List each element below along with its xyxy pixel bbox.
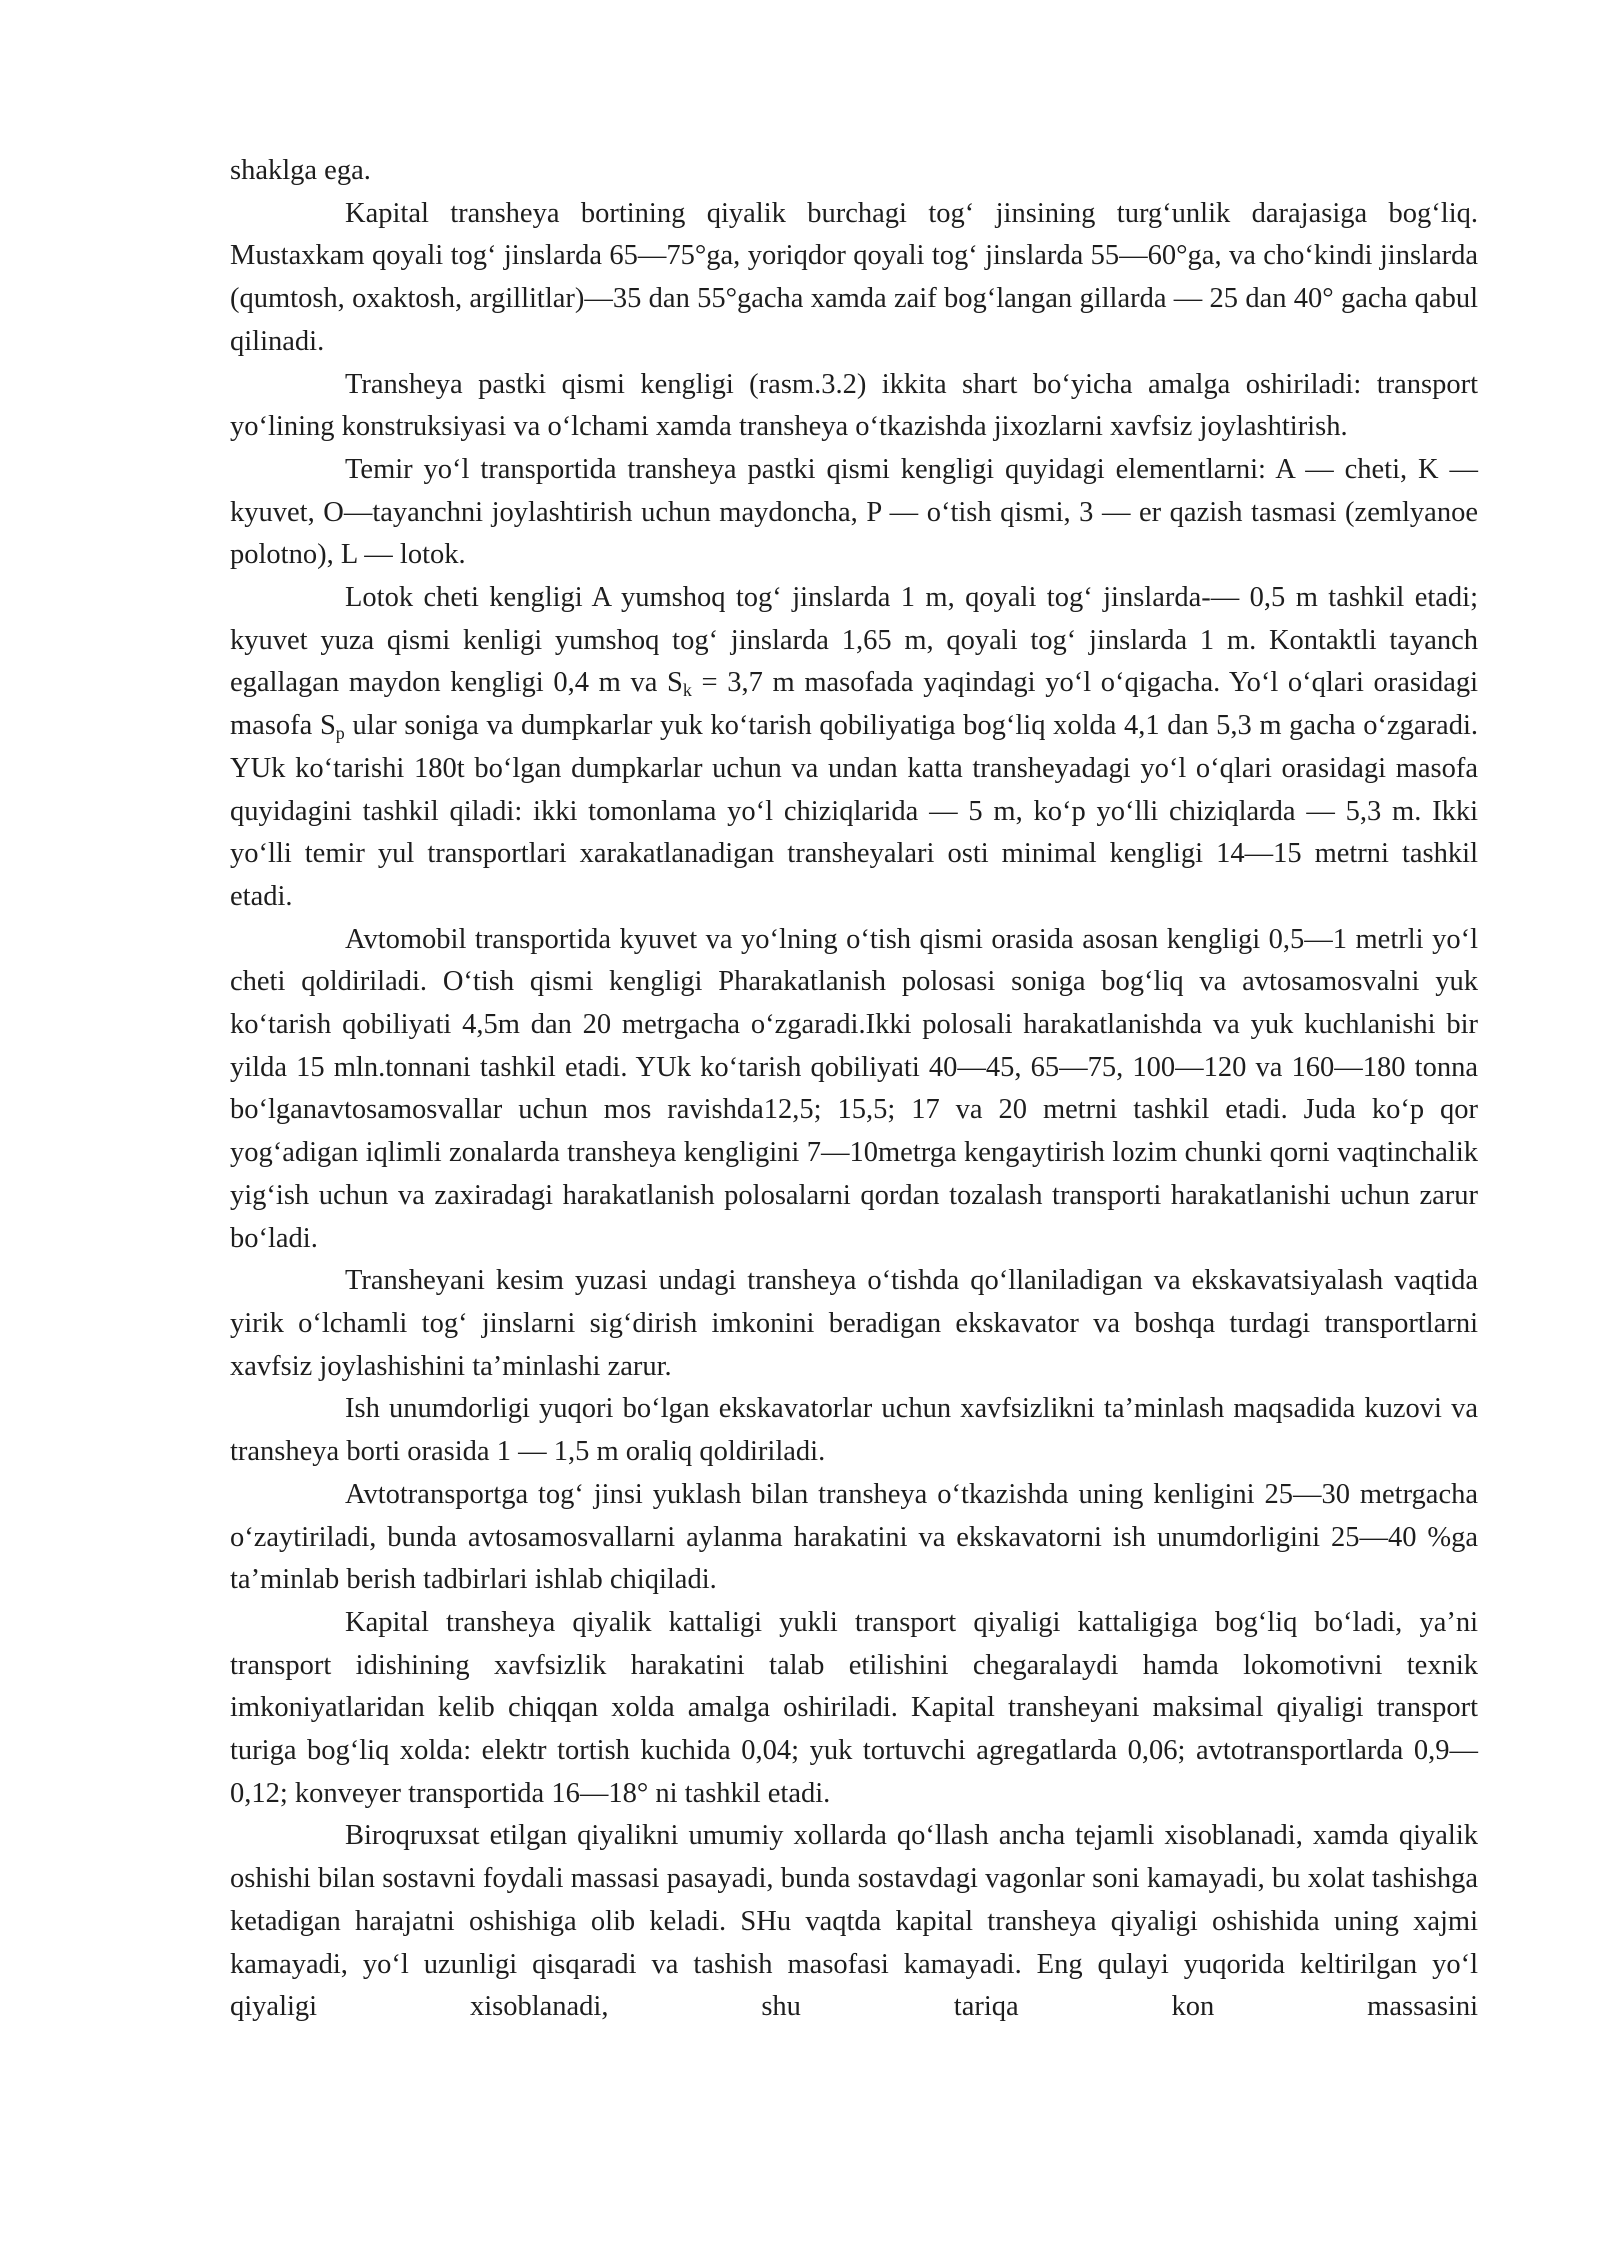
paragraph-railway-elements: Temir yo‘l transportida transheya pastki qismi kengligi quyidagi elementlarni: A — cheti, K — kyuvet, O—tayanchni joylashtirish uchun maydoncha, P — o‘tish qismi, 3 — er qazish tasmasi (zemlyanoe polotno), L — lotok. xyxy=(230,453,1478,571)
paragraph-lotok-width xyxy=(230,577,1478,919)
subscript-k: k xyxy=(682,680,692,701)
paragraph-auto-transport: Avtomobil transportida kyuvet va yo‘lning o‘tish qismi orasida asosan kengligi 0,5—1 metrli yo‘l cheti qoldiriladi. O‘tish qismi kengligi Pharakatlanish polosasi soniga bog‘liq va avtosamosvalni yuk ko‘tarish qobiliyati 4,5m dan 20 metrgacha o‘zgaradi.Ikki polosali harakatlanishda va yuk kuchlanishi bir yilda 15 mln.tonnani tashkil etadi. YUk ko‘tarish qobiliyati 40—45, 65—75, 100—120 va 160—180 tonna bo‘lganavtosamosvallar uchun mos ravishda12,5; 15,5; 17 va 20 metrni tashkil etadi. Juda ko‘p qor yog‘adigan iqlimli zonalarda transheya kengligini 7—10metrga kengaytirish lozim chunki qorni vaqtinchalik yig‘ish uchun va zaxiradagi harakatlanish polosalarni qordan tozalash transporti harakatlanishi uchun zarur bo‘ladi. xyxy=(230,923,1478,1254)
subscript-p: p xyxy=(335,723,345,744)
paragraph-bottom-width: Transheya pastki qismi kengligi (rasm.3.2) ikkita shart bo‘yicha amalga oshiriladi: transport yo‘lining konstruksiyasi va o‘lchami xamda transheya o‘tkazishda jixozlarni xavfsiz joylashtirish. xyxy=(230,368,1478,443)
paragraph-permitted-slope: Biroqruxsat etilgan qiyalikni umumiy xollarda qo‘llash ancha tejamli xisoblanadi, xamda qiyalik oshishi bilan sostavni foydali massasi pasayadi, bunda sostavdagi vagonlar soni kamayadi, bu xolat tashishga ketadigan harajatni oshishiga olib keladi. SHu vaqtda kapital transheya qiyaligi oshishida uning xajmi kamayadi, yo‘l uzunligi qisqaradi va tashish masofasi kamayadi. Eng qulayi yuqorida keltirilgan yo‘l qiyaligi xisoblanadi, shu tariqa kon massasini xyxy=(230,1820,1478,2023)
paragraph-excavator-safety: Ish unumdorligi yuqori bo‘lgan ekskavatorlar uchun xavfsizlikni ta’minlash maqsadida kuzovi va transheya borti orasida 1 — 1,5 m oraliq qoldiriladi. xyxy=(230,1393,1478,1468)
paragraph-lotok-part3: ular soniga va dumpkarlar yuk ko‘tarish qobiliyatiga bog‘liq xolda 4,1 dan 5,3 m gacha o‘zgaradi. YUk ko‘tarishi 180t bo‘lgan dumpkarlar uchun va undan katta transheyadagi yo‘l o‘qlari orasidagi masofa quyidagini tashkil qiladi: ikki tomonlama yo‘l chiziqlarida — 5 m, ko‘p yo‘lli chiziqlarda — 5,3 m. Ikki yo‘lli temir yul transportlari xarakatlanadigan transheyalari osti minimal kengligi 14—15 metrni tashkil etadi. xyxy=(230,710,1478,912)
paragraph-lotok-part1: Lotok cheti kengligi A yumshoq tog‘ jinslarda 1 m, qoyali tog‘ jinslarda-— 0,5 m tashkil etadi; kyuvet yuza qismi kenligi yumshoq tog‘ jinslarda 1,65 m, qoyali tog‘ jinslarda 1 m. Kontaktli tayanch egallagan maydon kengligi 0,4 m va S xyxy=(230,582,1478,699)
paragraph-bort-slope: Kapital transheya bortining qiyalik burchagi tog‘ jinsining turg‘unlik darajasiga bog‘liq. Mustaxkam qoyali tog‘ jinslarda 65—75°ga, yoriqdor qoyali tog‘ jinslarda 55—60°ga, va cho‘kindi jinslarda (qumtosh, oxaktosh, argillitlar)—35 dan 55°gacha xamda zaif bog‘langan gillarda — 25 dan 40° gacha qabul qilinadi. xyxy=(230,197,1478,357)
opening-fragment: shaklga ega. xyxy=(230,155,371,186)
paragraph-lotok-part2: = 3,7 m masofada yaqindagi yo‘l o‘qigacha. Yo‘l o‘qlari orasidagi masofa S xyxy=(230,667,1479,742)
paragraph-slope-magnitude: Kapital transheya qiyalik kattaligi yukli transport qiyaligi kattaligiga bog‘liq bo‘ladi, ya’ni transport idishining xavfsizlik harakatini talab etilishini chegaralaydi hamda lokomotivni texnik imkoniyatlaridan kelib chiqqan xolda amalga oshiriladi. Kapital transheyani maksimal qiyaligi transport turiga bog‘liq xolda: elektr tortish kuchida 0,04; yuk tortuvchi agregatlarda 0,06; avtotransportlarda 0,9— 0,12; konveyer transportida 16—18° ni tashkil etadi. xyxy=(230,1606,1478,1809)
paragraph-cross-section: Transheyani kesim yuzasi undagi transheya o‘tishda qo‘llaniladigan va ekskavatsiyalash vaqtida yirik o‘lchamli tog‘ jinslarni sig‘dirish imkonini beradigan ekskavator va boshqa turdagi transportlarni xavfsiz joylashishini ta’minlashi zarur. xyxy=(230,1265,1478,1382)
paragraph-auto-loading: Avtotransportga tog‘ jinsi yuklash bilan transheya o‘tkazishda uning kenligini 25—30 metrgacha o‘zaytiriladi, bunda avtosamosvallarni aylanma harakatini va ekskavatorni ish unumdorligini 25—40 %ga ta’minlab berish tadbirlari ishlab chiqiladi. xyxy=(230,1478,1478,1596)
document-page xyxy=(230,150,1478,2029)
